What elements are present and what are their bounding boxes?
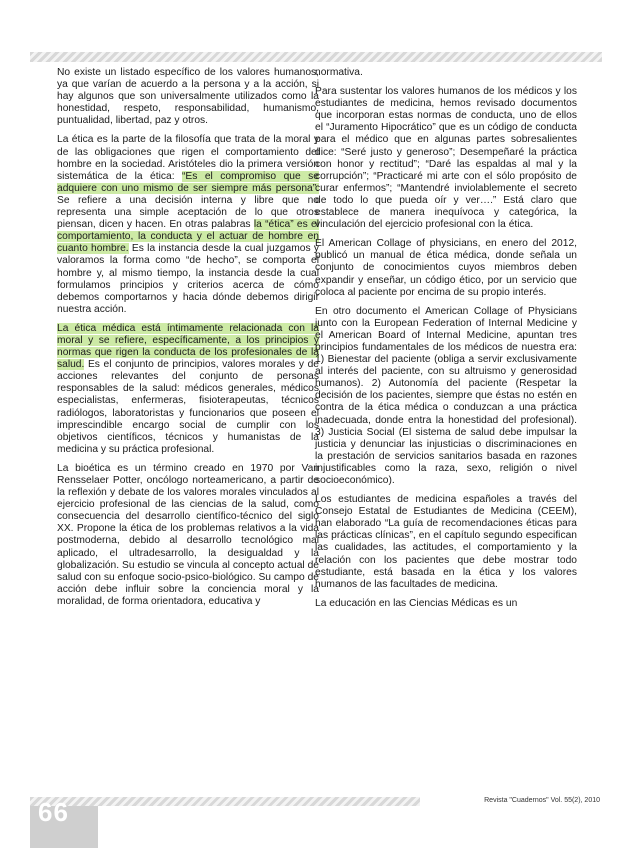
highlighted-ethics-behavior: la “ética” es el comportamiento, la conducta y el actuar de hombre en cuanto hombre. <box>57 219 319 255</box>
page-number: 66 <box>38 797 69 827</box>
right-column <box>315 67 577 617</box>
left-column <box>57 67 319 615</box>
journal-citation: Revista "Cuadernos" Vol. 55(2), 2010 <box>420 795 602 807</box>
highlighted-medical-ethics: La ética médica está íntimamente relacionada con la moral y se refiere, específicamente, a los principios y normas que rigen la conducta de los profesionales de la salud. <box>57 322 319 371</box>
paragraph-hippocratic-oath: Para sustentar los valores humanos de los médicos y los estudiantes de medicina, hemos revisado documentos que incorporan estas normas de conducta, uno de ellos el “Juramento Hipocrático” que es un código de conducta para el médico que en algunas partes sobresalientes dice: “Seré justo y generoso”; Desempeñaré la práctica con honor y rectitud”; “Daré las espaldas al mal y la corrupción”; “Practicaré mi arte con el sólo propósito de curar enfermos”; “Mantendré inviolablemente el secreto de todo lo que pueda oír y ver….” Está claro que establece de manera inequívoca y categórica, la vinculación del ejercicio profesional con la ética. <box>315 86 577 231</box>
paragraph-human-values: No existe un listado específico de los valores humanos, ya que varían de acuerdo a la persona y a la acción, si hay algunos que son universalmente utilizados como la honestidad, respeto, responsabilidad, humanismo, puntualidad, libertad, paz y otros. <box>57 67 319 127</box>
paragraph-bioethics: La bioética es un término creado en 1970 por Van Rensselaer Potter, oncólogo norteamericano, a partir de la reflexión y debate de los valores morales vinculados al ejercicio profesional de las ciencias de la salud, como consecuencia del desarrollo científico-técnico del siglo XX. Propone la ética de los problemas relativos a la vida postmoderna, debido al desarrollo tecnológico mal aplicado, el ultradesarrollo, la desigualdad y la globalización. Su estudio se vincula al concepto actual de salud con su enfoque socio-psico-biológico. Su campo de acción debe influir sobre la conciencia moral y la moralidad, de forma orientadora, educativa y <box>57 462 319 607</box>
paragraph-acp-manual: El American Collage of physicians, en enero del 2012, publicó un manual de ética médica, donde señala un conjunto de conocimientos cuyos miembros deben expandir y enseñar, un código ético, por un servicio que coloca al paciente por encima de su propio interés. <box>315 238 577 298</box>
paragraph-normativa: normativa. <box>315 67 363 78</box>
paragraph-medical-ethics: La ética médica está íntimamente relacionada con la moral y se refiere, específicamente, a los principios y normas que rigen la conducta de los profesionales de la salud. Es el conjunto de principios, valores morales y de acciones relevantes del conjunto de personas responsables de la salud: médicos generales, médicos especialistas, enfermeras, fisioterapeutas, técnicos radiólogos, laboratoristas y funcionarios que poseen el imprescindible encargo social de cumplir con los objetivos científicos, técnicos y humanistas de la medicina y su práctica profesional. <box>57 322 319 455</box>
paragraph-medical-education: La educación en las Ciencias Médicas es un <box>315 597 518 609</box>
highlighted-quote-aristotle: “Es el compromiso que se adquiere con uno mismo de ser siempre más persona”. <box>57 170 319 194</box>
header-stripe-band <box>30 52 602 62</box>
paragraph-ceem-guide: Los estudiantes de medicina españoles a través del Consejo Estatal de Estudiantes de Medicina (CEEM), han elaborado “La guía de recomendaciones éticas para las prácticas clínicas”, en el capítulo segundo especifican las cualidades, las actitudes, el comportamiento y la relación con los pacientes que debe mostrar todo estudiante, está basada en la ética y los valores humanos de las facultades de medicina. <box>315 494 577 590</box>
paragraph-three-principles: En otro documento el American Collage of Physicians junto con la European Federation of Internal Medicine y el American Board of Internal Medicine, apuntan tres principios fundamentales de los médicos de nuestra era: 1) Bienestar del paciente (obliga a servir exclusivamente al interés del paciente, con su altruismo y generosidad humanos). 2) Autonomía del paciente (Respetar la decisión de los pacientes, siempre que éstas no estén en contra de la ética médica o conduzcan a una práctica inadecuada, donde entra la honestidad del profesional). 3) Justicia Social (El sistema de salud debe impulsar la justicia y denunciar las injusticias o discriminaciones en la prestación de servicios sanitarios basada en razones injustificables como la raza, sexo, religión o nivel socioeconómico). <box>315 305 577 486</box>
paragraph-ethics-definition: La ética es la parte de la filosofía que trata de la moral y de las obligaciones que rigen el comportamiento del hombre en la sociedad. Aristóteles dio la primera versión sistemática de la ética: “Es el compromiso que se adquiere con uno mismo de ser siempre más persona”. Se refiere a una decisión interna y libre que no representa una simple aceptación de lo que otros piensan, dicen y hacen. En otras palabras la “ética” es el comportamiento, la conducta y el actuar de hombre en cuanto hombre. Es la instancia desde la cual juzgamos y valoramos la forma como “de hecho”, se comporta el hombre y, al mismo tiempo, la instancia desde la cual formulamos principios y criterios acerca de cómo debemos comportarnos y hacia dónde debemos dirigir nuestra acción. <box>57 134 319 315</box>
